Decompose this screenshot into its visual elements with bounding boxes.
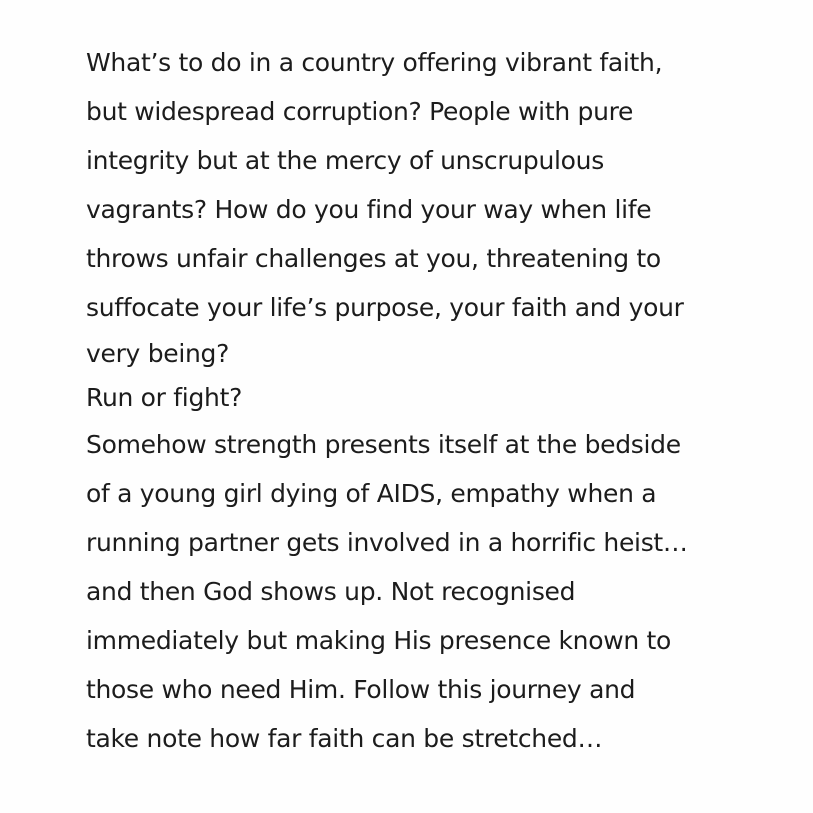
blurb-line: those who need Him. Follow this journey and [86, 675, 636, 704]
blurb-line: vagrants? How do you find your way when life [86, 195, 652, 224]
blurb-line: integrity but at the mercy of unscrupulous [86, 146, 604, 175]
blurb-line: Run or fight? [86, 383, 243, 412]
blurb-line: very being? [86, 339, 230, 368]
blurb-line: but widespread corruption? People with pure [86, 97, 634, 126]
blurb-line: suffocate your life’s purpose, your faith and your [86, 293, 684, 322]
blurb-line: Somehow strength presents itself at the bedside [86, 430, 681, 459]
blurb-line: What’s to do in a country offering vibrant faith, [86, 48, 663, 77]
blurb-line: immediately but making His presence known to [86, 626, 672, 655]
blurb-line: and then God shows up. Not recognised [86, 577, 576, 606]
blurb-line: take note how far faith can be stretched… [86, 724, 603, 753]
blurb-line: throws unfair challenges at you, threatening to [86, 244, 661, 273]
blurb-line: of a young girl dying of AIDS, empathy when a [86, 479, 657, 508]
blurb-text [86, 38, 786, 763]
blurb-line: running partner gets involved in a horrific heist… [86, 528, 688, 557]
